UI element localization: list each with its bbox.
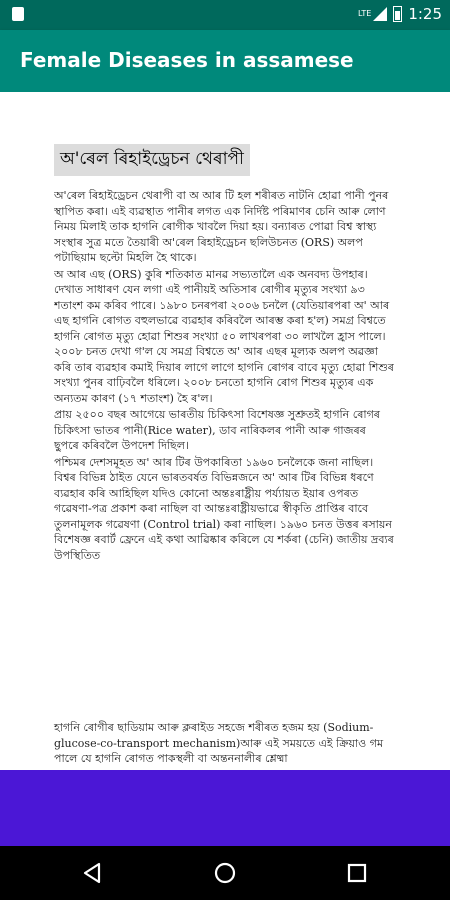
article-content[interactable]	[0, 92, 450, 770]
paragraph: প্ৰায় ২৫০০ বছৰ আগেয়ে ভাৰতীয় চিকিৎসা বিশেষজ্ঞ সুশ্ৰুতই হাগনি ৰোগৰ চিকিৎসা ভাতৰ পানী(Rice water), ডাব নাৰিকলৰ পানী আৰু গাজৰৰ ছুপৰে কৰিবলৈ উপদেশ দিছিল।	[54, 408, 380, 452]
paragraph: অ আৰ এছ (ORS) কুৰি শতিকাত মানৱ সভ্যতালৈ এক অনবদ্য উপহাৰ। দেখাত সাধাৰণ যেন লগা এই পানীয়ই অতিসাৰ ৰোগীৰ মৃত্যুৰ সংখ্যা ৯৩ শতাংশ কম কৰিব পাৰে। ১৯৮০ চনৰপৰা ২০০৬ চনলৈ (যেতিয়াৰপৰা অ' আৰ এছ হাগনি ৰোগত বহুলভাৱে ব্যৱহাৰ কৰিবলৈ আৰম্ভ কৰা হ'ল) সমগ্ৰ বিশ্বতে হাগনি ৰোগত মৃত্যু হোৱা শিশুৰ সংখ্যা ৫০ লাখৰপৰা ৩০ লাখলৈ হ্ৰাস পালে। ২০০৮ চনত দেখা গ'ল যে সমগ্ৰ বিশ্বতে অ' আৰ এছৰ মূল্যক অলপ অৱজ্ঞা কৰি তাৰ ব্যৱহাৰ কমাই দিয়াৰ লাগে লাগে হাগনি ৰোগৰ বাবে মৃত্যু হোৱা শিশুৰ সংখ্যা পুনৰ বাঢ়িবলৈ ধৰিলে। ২০০৮ চনতো হাগনি ৰোগ শিশুৰ মৃত্যুৰ এক অন্যতম কাৰণ (১৭ শতাংশ) হৈ ৰ'ল।	[54, 267, 394, 405]
sd-card-icon	[12, 7, 24, 21]
clock: 1:25	[408, 5, 442, 23]
recents-icon[interactable]	[343, 859, 371, 887]
status-bar	[0, 0, 450, 30]
battery-icon	[393, 6, 402, 22]
article-body	[54, 188, 394, 608]
article-heading: অ'ৰেল ৰিহাইড্ৰেচন থেৰাপী	[54, 144, 250, 176]
app-bar	[0, 30, 450, 92]
ad-banner[interactable]	[0, 770, 450, 846]
back-icon[interactable]	[79, 859, 107, 887]
home-icon[interactable]	[211, 859, 239, 887]
paragraph: হাগনি ৰোগীৰ ছাডিয়াম আৰু ক্লৰাইড সহজে শৰীৰত হজম হয় (Sodium-glucose-co-transport mechanism)আৰু এই সময়তে এই ক্ৰিয়াও গম পালে যে হাগনি ৰোগত পাকস্থলী বা অন্তননালীৰ শ্লেষ্মা	[54, 721, 384, 765]
network-type: LTE	[358, 9, 372, 18]
app-title: Female Diseases in assamese	[20, 48, 354, 72]
navigation-bar	[0, 846, 450, 900]
signal-icon	[373, 7, 387, 21]
paragraph: পশ্চিমৰ দেশসমূহত অ' আৰ টিৰ উপকাৰিতা ১৯৬০ চনলৈকে জনা নাছিল। বিশ্বৰ বিভিন্ন ঠাইত যেনে ভাৰতবৰ্ষত বিভিন্নজনে অ' আৰ টিৰ বিভিন্ন ধৰণে ব্যৱহাৰ কৰি আহিছিল যদিও কোনো অন্তঃৰাষ্ট্ৰীয় পৰ্য্যায়ত ইয়াৰ ওপৰত গৱেষণা-পত্ৰ প্ৰকাশ কৰা নাছিল বা আন্তঃৰাষ্ট্ৰীয়ভাৱে স্বীকৃতি প্ৰাপ্তিৰ বাবে তুলনামূলক গৱেষণা (Control trial) কৰা নাছিল। ১৯৬০ চনত উত্তৰ ৰসায়ন বিশেষজ্ঞ ৰবাৰ্ট ফ্ৰেনে এই কথা আৱিষ্কাৰ কৰিলে যে শৰ্কৰা (চেনি) জাতীয় দ্ৰব্যৰ উপস্থিতিত	[54, 455, 394, 562]
paragraph: অ'ৰেল ৰিহাইড্ৰেচন থেৰাপী বা অ আৰ টি হল শৰীৰত নাটনি হোৱা পানী পুনৰ স্থাপিত কৰা। এই ব্যৱস্থাত পানীৰ লগত এক নিৰ্দিষ্ট পৰিমাণৰ চেনি আৰু লোণ নিময় মিলাই তাক হাগনি ৰোগীক খাবলৈ দিয়া হয়। বন্যাৰত পোৱা বিশ্ব স্বাস্থ্য সংস্থাৰ সুত্ৰ মতে তৈয়াৰী অ'ৰেল ৰিহাইড্ৰেচন ছলিউচনত (ORS) অলপ পটাছিয়াম ছল্টো মিহলি হৈ থাকে।	[54, 189, 389, 264]
